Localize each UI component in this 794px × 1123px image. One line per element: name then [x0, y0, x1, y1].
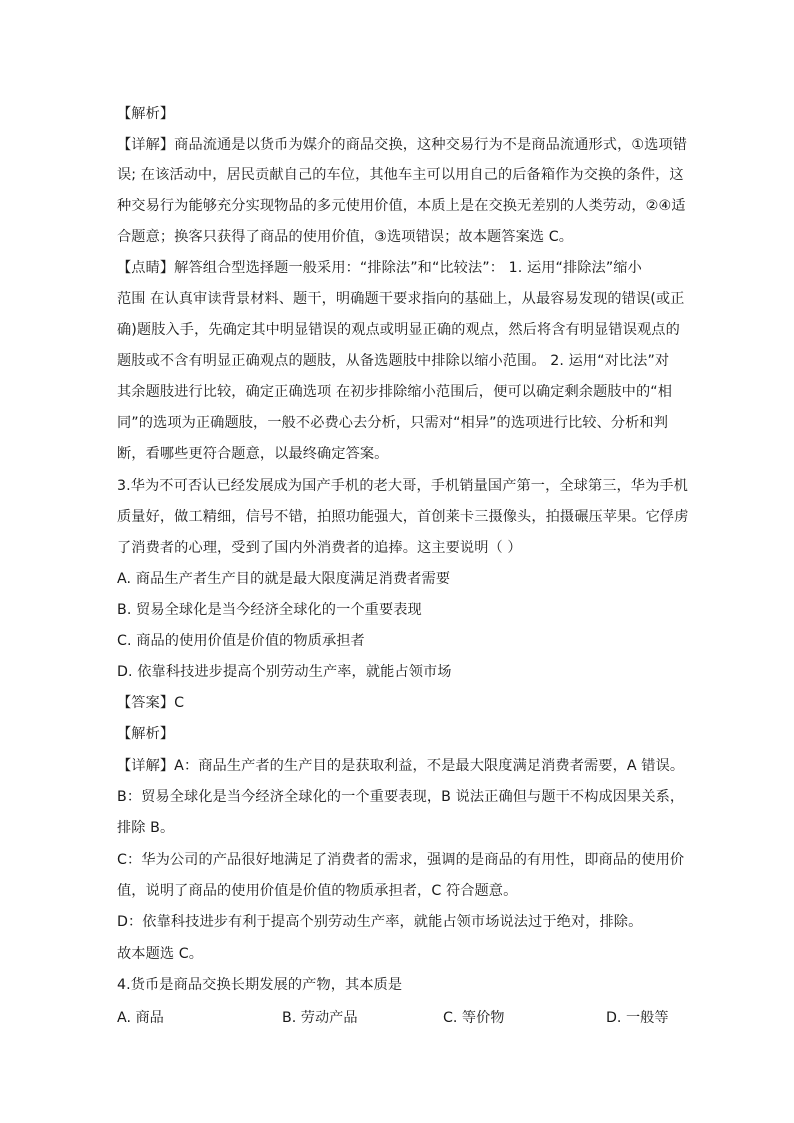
- option-b: B. 劳动产品: [282, 1010, 358, 1026]
- text-line: 【详解】A：商品生产者的生产目的是获取利益，不是最大限度满足消费者需要，A 错误。: [117, 758, 685, 774]
- text-line: 排除 B。: [117, 820, 175, 836]
- text-line: 确)题肢入手，先确定其中明显错误的观点或明显正确的观点，然后将含有明显错误观点的: [117, 322, 680, 338]
- text-line: 值，说明了商品的使用价值是价值的物质承担者，C 符合题意。: [117, 883, 518, 899]
- text-line: C：华为公司的产品很好地满足了消费者的需求，强调的是商品的有用性，即商品的使用价: [117, 852, 685, 868]
- text-line: 种交易行为能够充分实现物品的多元使用价值，本质上是在交换无差别的人类劳动，②④适: [117, 198, 686, 214]
- answer-line: 【答案】C: [117, 695, 185, 711]
- text-line: 其余题肢进行比较，确定正确选项 在初步排除缩小范围后，便可以确定剩余题肢中的“相: [117, 384, 672, 400]
- text-line: 故本题选 C。: [117, 946, 204, 962]
- text-line: 误; 在该活动中，居民贡献自己的车位，其他车主可以用自己的后备箱作为交换的条件，这: [117, 167, 684, 183]
- section-heading: 【解析】: [117, 726, 175, 742]
- option-a: A. 商品: [117, 1010, 164, 1026]
- text-line: 合题意；换客只获得了商品的使用价值，③选项错误；故本题答案选 C。: [117, 229, 574, 245]
- question-line: 质量好，做工精细，信号不错，拍照功能强大，首创莱卡三摄像头，拍摄碾压苹果。它俘虏: [117, 509, 689, 525]
- option-d: D. 依靠科技进步提高个别劳动生产率，就能占领市场: [117, 664, 452, 680]
- text-line: 题肢或不含有明显正确观点的题肢，从备选题肢中排除以缩小范围。 2. 运用“对比法”对: [117, 353, 670, 369]
- option-b: B. 贸易全球化是当今经济全球化的一个重要表现: [117, 602, 422, 618]
- option-a: A. 商品生产者生产目的就是最大限度满足消费者需要: [117, 571, 451, 587]
- text-line: 断，看哪些更符合题意，以最终确定答案。: [117, 446, 389, 462]
- text-line: 范围 在认真审读背景材料、题干，明确题干要求指向的基础上，从最容易发现的错误(或正: [117, 291, 685, 307]
- option-d: D. 一般等: [606, 1010, 669, 1026]
- section-heading: 【解析】: [117, 106, 175, 122]
- text-line: 【详解】商品流通是以货币为媒介的商品交换，这种交易行为不是商品流通形式，①选项错: [117, 137, 688, 153]
- text-line: D：依靠科技进步有利于提高个别劳动生产率，就能占领市场说法过于绝对，排除。: [117, 914, 643, 930]
- text-line: 【点睛】解答组合型选择题一般采用：“排除法”和“比较法”： 1. 运用“排除法”缩小: [117, 260, 642, 276]
- question-line: 4.货币是商品交换长期发展的产物，其本质是: [117, 977, 403, 993]
- question-line: 了消费者的心理，受到了国内外消费者的追捧。这主要说明（ ）: [117, 540, 522, 556]
- option-c: C. 等价物: [443, 1010, 505, 1026]
- question-line: 3.华为不可否认已经发展成为国产手机的老大哥，手机销量国产第一，全球第三，华为手机: [117, 478, 688, 494]
- option-c: C. 商品的使用价值是价值的物质承担者: [117, 633, 365, 649]
- text-line: B：贸易全球化是当今经济全球化的一个重要表现，B 说法正确但与题干不构成因果关系，: [117, 789, 685, 805]
- text-line: 同”的选项为正确题肢，一般不必费心去分析，只需对“相异”的选项进行比较、分析和判: [117, 415, 668, 431]
